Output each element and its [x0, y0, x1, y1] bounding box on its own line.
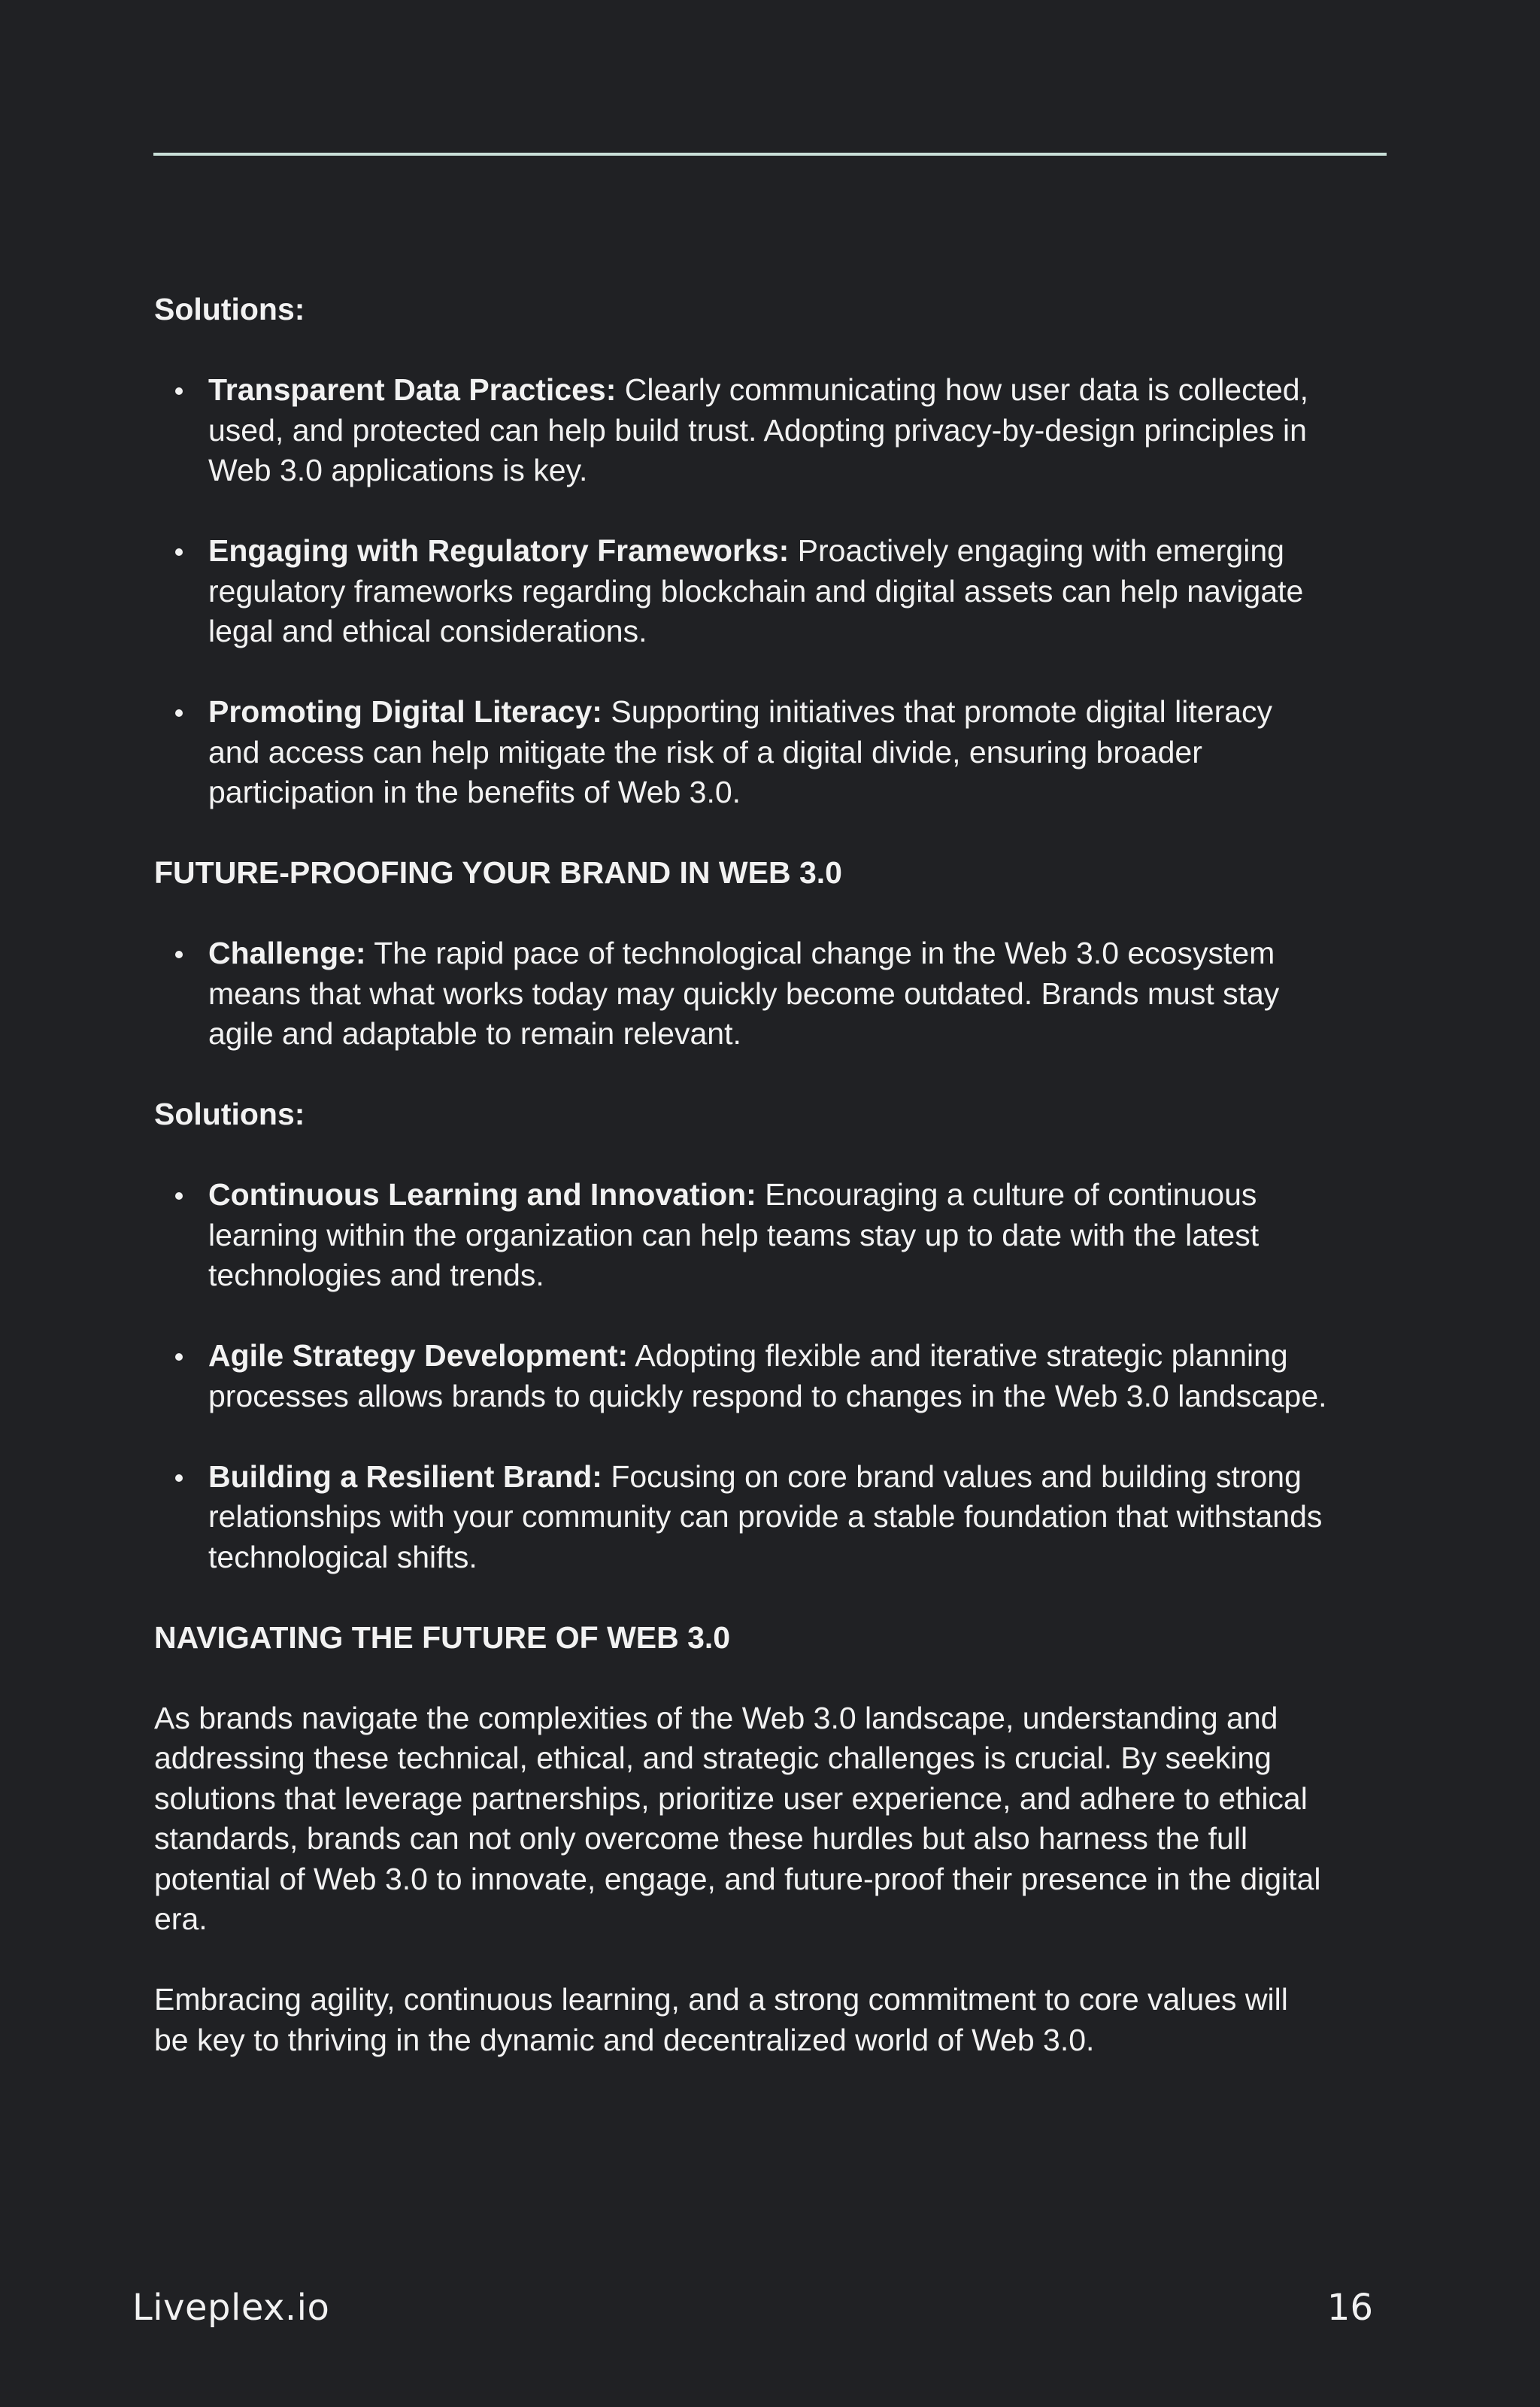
page-number: 16	[1326, 2287, 1373, 2329]
item-text: Supporting initiatives that promote digital literacy and access can help mitigate the risk of a digital divide, ensuring broader participation in the benefits of Web 3.0.	[208, 694, 1273, 809]
item-text: Adopting flexible and iterative strategic planning processes allows brands to quickly respond to changes in the Web 3.0 landscape.	[208, 1338, 1327, 1413]
solutions-list-2	[154, 1175, 1327, 1577]
closing-paragraph-2: Embracing agility, continuous learning, and a strong commitment to core values will be key to thriving in the dynamic and decentralized world of Web 3.0.	[154, 1982, 1288, 2057]
closing-paragraph-1: As brands navigate the complexities of the Web 3.0 landscape, understanding and addressing these technical, ethical, and strategic challenges is crucial. By seeking solutions that leverage partnerships, prioritize user experience, and adhere to ethical standards, brands can not only overcome these hurdles but also harness the full potential of Web 3.0 to innovate, engage, and future-proof their presence in the digital era.	[154, 1700, 1321, 1936]
page-content	[154, 290, 1327, 2101]
future-proofing-heading: FUTURE-PROOFING YOUR BRAND IN WEB 3.0	[154, 855, 842, 890]
item-text: Encouraging a culture of continuous learning within the organization can help teams stay up to date with the latest technologies and trends.	[208, 1177, 1260, 1292]
item-title: Engaging with Regulatory Frameworks:	[208, 533, 790, 568]
item-title: Transparent Data Practices:	[208, 372, 617, 407]
item-text: Clearly communicating how user data is collected, used, and protected can help build trust. Adopting privacy-by-design principles in Web 3.0 applications is key.	[208, 372, 1308, 487]
item-title: Building a Resilient Brand:	[208, 1458, 602, 1494]
navigating-heading: NAVIGATING THE FUTURE OF WEB 3.0	[154, 1619, 731, 1655]
list-item	[154, 370, 1327, 491]
item-text: The rapid pace of technological change in the Web 3.0 ecosystem means that what works today may quickly become outdated. Brands must stay agile and adaptable to remain relevant.	[208, 936, 1280, 1051]
list-item	[154, 1336, 1327, 1416]
item-title: Challenge:	[208, 936, 366, 970]
list-item	[154, 531, 1327, 652]
list-item	[154, 1457, 1327, 1578]
list-item	[154, 1175, 1327, 1296]
footer-brand: Liveplex.io	[132, 2287, 330, 2329]
item-title: Agile Strategy Development:	[208, 1338, 629, 1373]
list-item	[154, 692, 1327, 813]
item-title: Promoting Digital Literacy:	[208, 694, 602, 729]
list-item	[154, 933, 1327, 1055]
solutions-heading-2: Solutions:	[154, 1097, 305, 1131]
item-text: Focusing on core brand values and building strong relationships with your community can provide a stable foundation that withstands technological shifts.	[208, 1458, 1323, 1574]
item-title: Continuous Learning and Innovation:	[208, 1177, 756, 1212]
solutions-heading-1: Solutions:	[154, 292, 305, 326]
solutions-list-1	[154, 370, 1327, 813]
top-divider-line	[153, 153, 1387, 156]
challenge-list	[154, 933, 1327, 1055]
item-text: Proactively engaging with emerging regulatory frameworks regarding blockchain and digital assets can help navigate legal and ethical considerations.	[208, 533, 1304, 648]
